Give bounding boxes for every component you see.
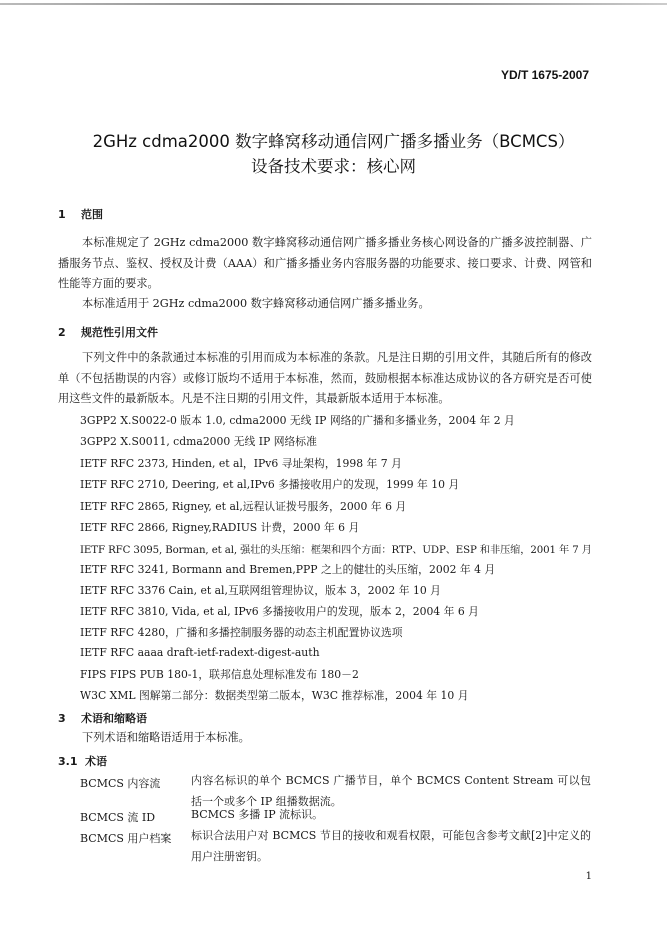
reference-item: IETF RFC 3376 Cain, et al,互联网组管理协议，版本 3，2002 年 10 月 (80, 584, 441, 597)
term-label: BCMCS 内容流 (80, 777, 161, 790)
section-number: 2 (58, 326, 66, 339)
section-2-intro: 下列文件中的条款通过本标准的引用而成为本标准的条款。凡是注日期的引用文件，其随后所有的修改单（不包括勘误的内容）或修订版均不适用于本标准，然而，鼓励根据本标准达成协议的各方研究是否可使用这些文件的最新版本。凡是不注日期的引用文件，其最新版本适用于本标准。 (58, 351, 592, 405)
term-definition: 内容名标识的单个 BCMCS 广播节目，单个 BCMCS Content Stream 可以包括一个或多个 IP 组播数据流。 (191, 774, 591, 808)
subsection-title: 术语 (85, 755, 107, 768)
section-3-heading (58, 710, 147, 726)
document-code: YD/T 1675-2007 (500, 68, 589, 82)
page-number: 1 (585, 871, 592, 882)
reference-item: IETF RFC 2373, Hinden, et al，IPv6 寻址架构，1998 年 7 月 (80, 457, 402, 470)
section-number: 1 (58, 208, 66, 221)
title-line-2: 设备技术要求：核心网 (251, 157, 416, 176)
reference-item: IETF RFC 4280，广播和多播控制服务器的动态主机配置协议选项 (80, 626, 403, 639)
term-label: BCMCS 流 ID (80, 811, 156, 824)
reference-item: W3C XML 图解第二部分：数据类型第二版本，W3C 推荐标准，2004 年 10 月 (80, 689, 469, 702)
reference-item: 3GPP2 X.S0022-0 版本 1.0, cdma2000 无线 IP 网络的广播和多播业务，2004 年 2 月 (80, 414, 515, 427)
reference-item: FIPS FIPS PUB 180-1，联邦信息处理标准发布 180－2 (80, 668, 359, 681)
section-title: 规范性引用文件 (81, 326, 158, 339)
reference-item: IETF RFC 3241, Bormann and Bremen,PPP 之上的健壮的头压缩，2002 年 4 月 (80, 563, 496, 576)
section-1-heading (58, 206, 103, 222)
term-definition: 标识合法用户对 BCMCS 节目的接收和观看权限，可能包含参考文献[2]中定义的用户注册密钥。 (191, 829, 591, 863)
subsection-number: 3.1 (58, 755, 78, 768)
section-2-heading (58, 324, 158, 340)
section-3-intro: 下列术语和缩略语适用于本标准。 (82, 731, 250, 744)
term-definition: BCMCS 多播 IP 流标识。 (191, 808, 324, 821)
top-border-rule (0, 3, 667, 5)
reference-item: 3GPP2 X.S0011, cdma2000 无线 IP 网络标准 (80, 435, 317, 448)
section-number: 3 (58, 712, 66, 725)
reference-item: IETF RFC 2866, Rigney,RADIUS 计费，2000 年 6 月 (80, 521, 360, 534)
reference-item: IETF RFC 3095, Borman, et al, 强壮的头压缩：框架和四个方面：RTP、UDP、ESP 和非压缩，2001 年 7 月 (80, 545, 592, 556)
section-1-paragraph-1: 本标准规定了 2GHz cdma2000 数字蜂窝移动通信网广播多播业务核心网设备的广播多波控制器、广播服务节点、鉴权、授权及计费（AAA）和广播多播业务内容服务器的功能要求、接口要求、计费、网管和性能等方面的要求。 (58, 236, 592, 290)
term-label: BCMCS 用户档案 (80, 832, 172, 845)
reference-item: IETF RFC aaaa draft-ietf-radext-digest-auth (80, 646, 320, 659)
reference-item: IETF RFC 2710, Deering, et al,IPv6 多播接收用户的发现，1999 年 10 月 (80, 478, 460, 491)
subsection-3-1-heading (58, 753, 107, 769)
section-title: 范围 (81, 208, 103, 221)
section-title: 术语和缩略语 (81, 712, 147, 725)
section-1-paragraph-2: 本标准适用于 2GHz cdma2000 数字蜂窝移动通信网广播多播业务。 (82, 297, 430, 310)
title-line-1: 2GHz cdma2000 数字蜂窝移动通信网广播多播业务（BCMCS） (92, 132, 575, 151)
reference-item: IETF RFC 2865, Rigney, et al,远程认证拨号服务，2000 年 6 月 (80, 500, 407, 513)
document-title (0, 129, 667, 179)
reference-item: IETF RFC 3810, Vida, et al, IPv6 多播接收用户的发现，版本 2，2004 年 6 月 (80, 605, 479, 618)
